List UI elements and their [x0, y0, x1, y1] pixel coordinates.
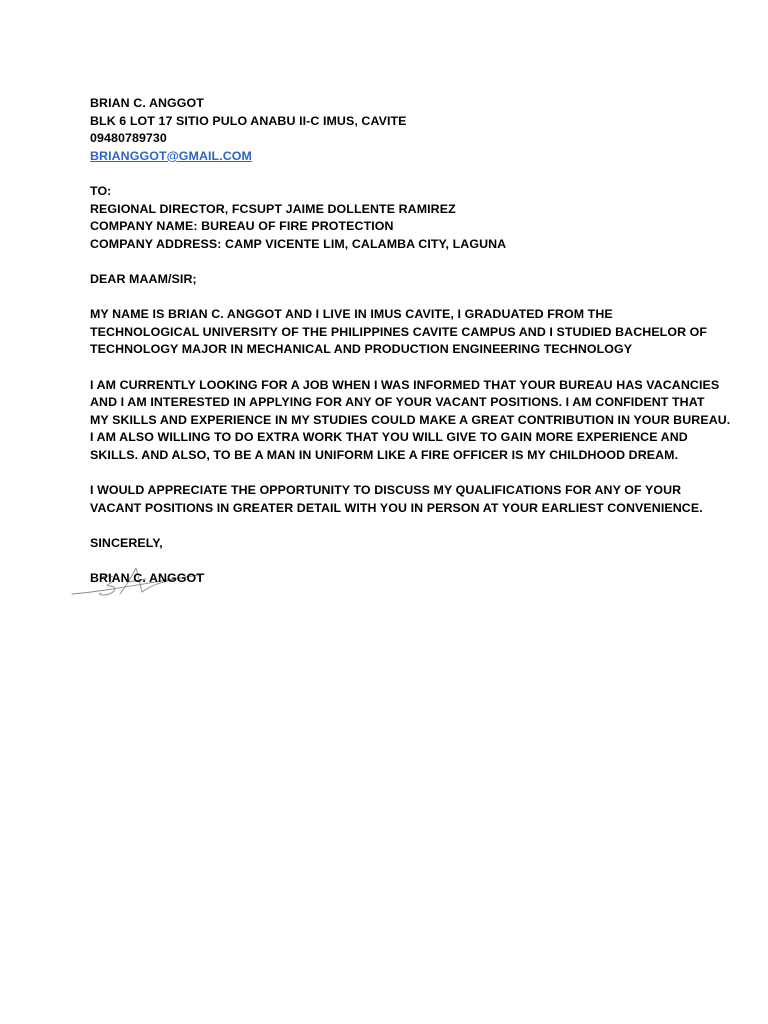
- sender-name: BRIAN C. ANGGOT: [90, 96, 204, 110]
- recipient-company-name: COMPANY NAME: BUREAU OF FIRE PROTECTION: [90, 219, 394, 234]
- sender-block: [90, 95, 690, 165]
- paragraph-closing: [90, 482, 703, 517]
- closing: SINCERELY,: [90, 535, 163, 550]
- signer-name: BRIAN C. ANGGOT: [90, 571, 204, 586]
- recipient-director: REGIONAL DIRECTOR, FCSUPT JAIME DOLLENTE RAMIREZ: [90, 201, 456, 216]
- paragraph-line: MY SKILLS AND EXPERIENCE IN MY STUDIES COULD MAKE A GREAT CONTRIBUTION IN YOUR BUREAU.: [90, 412, 731, 427]
- to-label: TO:: [90, 183, 112, 198]
- paragraph-line: TECHNOLOGY MAJOR IN MECHANICAL AND PRODUCTION ENGINEERING TECHNOLOGY: [90, 342, 633, 357]
- paragraph-introduction: [90, 306, 708, 359]
- paragraph-line: I AM ALSO WILLING TO DO EXTRA WORK THAT YOU WILL GIVE TO GAIN MORE EXPERIENCE AND: [90, 430, 688, 445]
- paragraph-line: TECHNOLOGICAL UNIVERSITY OF THE PHILIPPINES CAVITE CAMPUS AND I STUDIED BACHELOR OF: [90, 324, 708, 339]
- recipient-company-address: COMPANY ADDRESS: CAMP VICENTE LIM, CALAMBA CITY, LAGUNA: [90, 236, 507, 251]
- salutation: DEAR MAAM/SIR;: [90, 271, 197, 286]
- paragraph-line: AND I AM INTERESTED IN APPLYING FOR ANY OF YOUR VACANT POSITIONS. I AM CONFIDENT THAT: [90, 395, 705, 410]
- paragraph-line: SKILLS. AND ALSO, TO BE A MAN IN UNIFORM LIKE A FIRE OFFICER IS MY CHILDHOOD DREAM.: [90, 447, 679, 462]
- recipient-block: [90, 183, 690, 253]
- sender-phone: 09480789730: [90, 131, 167, 146]
- signature-block: [90, 570, 690, 588]
- sender-address: BLK 6 LOT 17 SITIO PULO ANABU II-C IMUS, CAVITE: [90, 113, 407, 128]
- paragraph-line: I AM CURRENTLY LOOKING FOR A JOB WHEN I WAS INFORMED THAT YOUR BUREAU HAS VACANCIES: [90, 377, 720, 392]
- cover-letter: [90, 95, 731, 588]
- paragraph-line: I WOULD APPRECIATE THE OPPORTUNITY TO DISCUSS MY QUALIFICATIONS FOR ANY OF YOUR: [90, 483, 682, 498]
- sender-email-link[interactable]: BRIANGGOT@GMAIL.COM: [90, 148, 252, 163]
- paragraph-motivation: [90, 377, 731, 465]
- paragraph-line: MY NAME IS BRIAN C. ANGGOT AND I LIVE IN IMUS CAVITE, I GRADUATED FROM THE: [90, 307, 613, 322]
- paragraph-line: VACANT POSITIONS IN GREATER DETAIL WITH YOU IN PERSON AT YOUR EARLIEST CONVENIENCE.: [90, 500, 703, 515]
